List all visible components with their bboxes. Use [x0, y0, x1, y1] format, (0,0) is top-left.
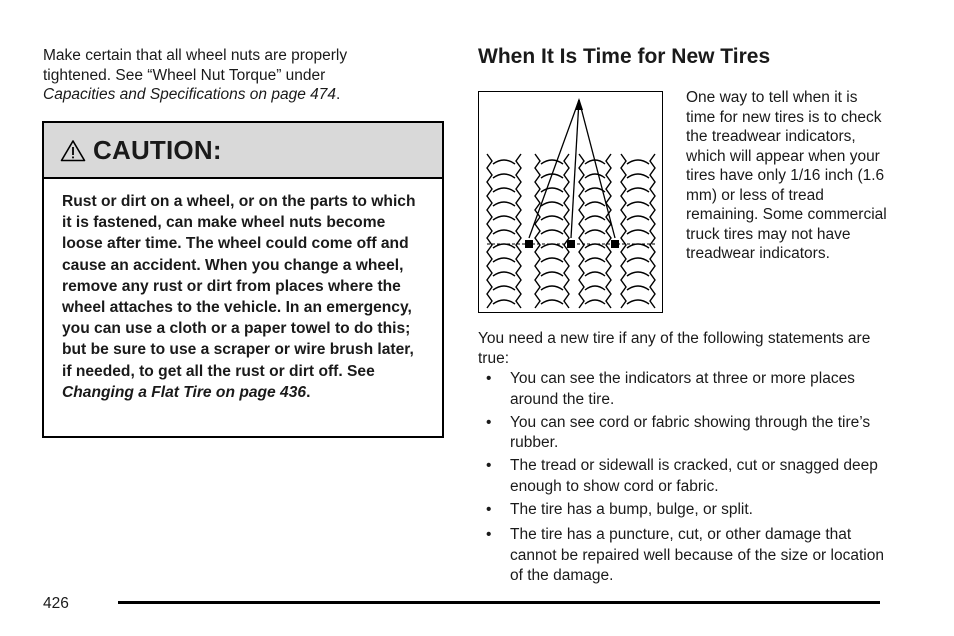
intro-paragraph — [43, 46, 443, 105]
intro-line-3 — [43, 85, 443, 105]
list-item — [486, 525, 886, 587]
list-item-text: You can see cord or fabric showing through the tire’s rubber. — [510, 413, 871, 451]
list-item — [486, 413, 886, 454]
intro-line-3-end: . — [335, 86, 341, 103]
bullet-dot: • — [486, 526, 492, 543]
list-item — [486, 369, 886, 410]
list-item-text: The tire has a bump, bulge, or split. — [510, 500, 753, 518]
bullet-dot: • — [486, 370, 492, 387]
caution-reference: Changing a Flat Tire on page 436 — [62, 383, 307, 401]
page-number: 426 — [43, 595, 69, 612]
bullet-dot: • — [486, 413, 492, 431]
tire-tread-indicator-illustration — [479, 92, 661, 311]
caution-body: Rust or dirt on a wheel, or on the parts to which it is fastened, can make wheel nuts become loose after time. The wheel could come off and cause an accident. When you change a wheel, remove any rust or dirt from places where the wheel attaches to the vehicle. In an emergency, you can use a cloth or a paper towel to do this; but be sure to use a scraper or wire brush later, if needed, to get all the rust or dirt off. See — [62, 193, 416, 380]
intro-reference: Capacities and Specifications on page 474 — [43, 86, 336, 103]
caution-end: . — [306, 383, 311, 401]
caution-header — [44, 123, 442, 179]
section-heading: When It Is Time for New Tires — [478, 45, 771, 68]
bullet-dot: • — [486, 457, 492, 474]
list-item-text: You can see the indicators at three or more places around the tire. — [510, 370, 855, 408]
caution-text — [44, 179, 442, 403]
caution-title: CAUTION: — [93, 134, 222, 165]
tire-tread-figure — [478, 91, 663, 313]
list-item — [486, 500, 886, 521]
warning-triangle-icon — [60, 139, 86, 162]
treadwear-description: One way to tell when it is time for new tires is to check the treadwear indicators, which will appear when your tires have only 1/16 inch (1.6 mm) or less of tread remaining. Some commercial truck tires may not have treadwear indicators. — [686, 89, 887, 262]
intro-line-1: Make certain that all wheel nuts are properly — [43, 47, 348, 64]
new-tire-criteria-list — [486, 369, 886, 589]
intro-line-2: tightened. See “Wheel Nut Torque” under — [43, 66, 326, 84]
new-tire-paragraph: You need a new tire if any of the following statements are true: — [478, 330, 871, 367]
bullet-dot: • — [486, 500, 492, 518]
list-item-text: The tire has a puncture, cut, or other damage that cannot be repaired well because of the size or location of the damage. — [510, 526, 884, 584]
list-item — [486, 456, 886, 497]
caution-box — [42, 121, 444, 438]
list-item-text: The tread or sidewall is cracked, cut or snagged deep enough to show cord or fabric. — [510, 457, 878, 495]
footer-rule — [118, 601, 880, 604]
